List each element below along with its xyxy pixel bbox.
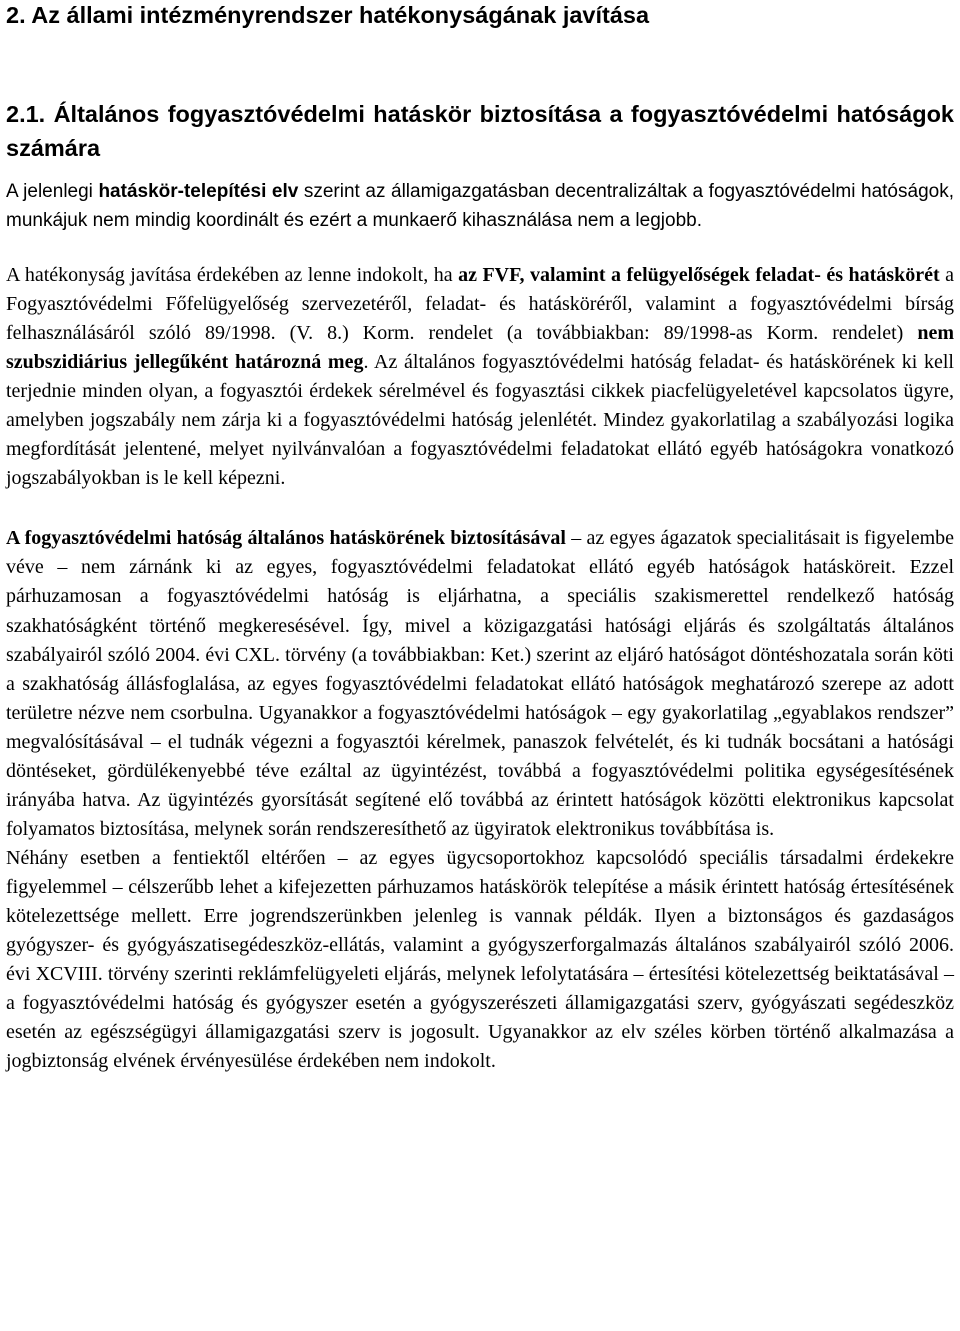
p1-text-2: szerint az államigazgatásban decentralizáltak a fogyasztóvédelmi hatóságok, munkájuk nem mindig koordinált és ezért a munkaerő kihasználása nem a legjobb. [6, 181, 954, 231]
p2-text-1: A hatékonyság javítása érdekében az lenne indokolt, ha [6, 264, 459, 286]
paragraph-1 [6, 177, 954, 235]
p3-text-1: – az egyes ágazatok specialitásait is figyelembe véve – nem zárnánk ki az egyes, fogyasztóvédelmi feladatokat ellátó egyéb hatóságok hatásköreit. Ezzel párhuzamosan a fogyasztóvédelmi hatóság is eljárhatna, a speciális szakismerettel rendelkező hatóság szakhatóságként történő megkeresésével. Így, mivel a közigazgatási hatósági eljárás és szolgáltatás általános szabályairól szóló 2004. évi CXL. törvény (a továbbiakban: Ket.) szerint az eljáró hatóságot döntéshozatala során köti a szakhatóság állásfoglalása, az egyes fogyasztóvédelmi feladatokat ellátó hatóságok meghatározó szerepe az adott területre nézve nem csorbulna. Ugyanakkor a fogyasztóvédelmi hatóságok – egy gyakorlatilag „egyablakos rendszer” megvalósításával – el tudnák végezni a fogyasztói kérelmek, panaszok felvételét, és ki tudnák bocsátani a hatósági döntéseket, gördülékenyebbé téve ezáltal az ügyintézést, továbbá a fogyasztóvédelmi politika egységesítésének irányába hatva. Az ügyintézés gyorsítását segítené elő továbbá az érintett hatóságok közötti elektronikus kapcsolat folyamatos biztosítása, melynek során rendszeresíthető az ügyiratok elektronikus továbbítása is. [6, 527, 954, 840]
p1-text-1: A jelenlegi [6, 181, 99, 202]
p2-bold-2: nem szubszidiárius jellegűként határozná meg [6, 322, 954, 374]
p3-bold-1: A fogyasztóvédelmi hatóság általános hatáskörének biztosításával [6, 527, 566, 550]
p1-bold-1: hatáskör-telepítési elv [98, 181, 299, 202]
section-heading: 2. Az állami intézményrendszer hatékonyságának javítása [6, 2, 650, 28]
subsection-heading: 2.1. Általános fogyasztóvédelmi hatáskör biztosítása a fogyasztóvédelmi hatóságok számára [6, 101, 954, 161]
p2-bold-1: az FVF, valamint a felügyelőségek feladat- és hatáskörét [458, 264, 940, 286]
p2-text-2: a Fogyasztóvédelmi Főfelügyelőség szervezetéről, feladat- és hatásköréről, valamint a fogyasztóvédelmi bírság felhasználásáról szóló 89/1998. (V. 8.) Korm. rendelet (a továbbiakban: 89/1998-as Korm. rendelet) [6, 264, 954, 345]
paragraph-3 [6, 524, 954, 844]
paragraph-4: Néhány esetben a fentiektől eltérően – az egyes ügycsoportokhoz kapcsolódó speciális társadalmi érdekekre figyelemmel – célszerűbb lehet a kifejezetten párhuzamos hatáskörök telepítése a másik érintett hatóság értesítésének kötelezettsége mellett. Erre jogrendszerünkben jelenleg is vannak példák. Ilyen a biztonságos és gazdaságos gyógyszer- és gyógyászatisegédeszköz-ellátás, valamint a gyógyszerforgalmazás általános szabályairól szóló 2006. évi XCVIII. törvény szerinti reklámfelügyeleti eljárás, melynek lefolytatására – értesítési kötelezettség beiktatásával – a fogyasztóvédelmi hatóság és gyógyszer esetén a gyógyszerészeti államigazgatási szerv, gyógyászati segédeszköz esetén az egészségügyi államigazgatási szerv is jogosult. Ugyanakkor az elv széles körben történő alkalmazása a jogbiztonság elvének érvényesülése érdekében nem indokolt. [6, 846, 954, 1073]
paragraph-2 [6, 261, 954, 493]
p2-text-3: . Az általános fogyasztóvédelmi hatóság feladat- és hatáskörének ki kell terjednie minden olyan, a fogyasztói érdekek sérelmével és fogyasztási cikkek piacfelügyeletével kapcsolatos ügyre, amelyben jogszabály nem zárja ki a fogyasztóvédelmi hatóság jelenlétét. Mindez gyakorlatilag a szabályozási logika megfordítását jelentené, melyet nyilvánvalóan a fogyasztóvédelmi feladatokat ellátó egyéb hatóságokra vonatkozó jogszabályokban is le kell képezni. [6, 351, 954, 490]
document-page [6, 0, 954, 1076]
